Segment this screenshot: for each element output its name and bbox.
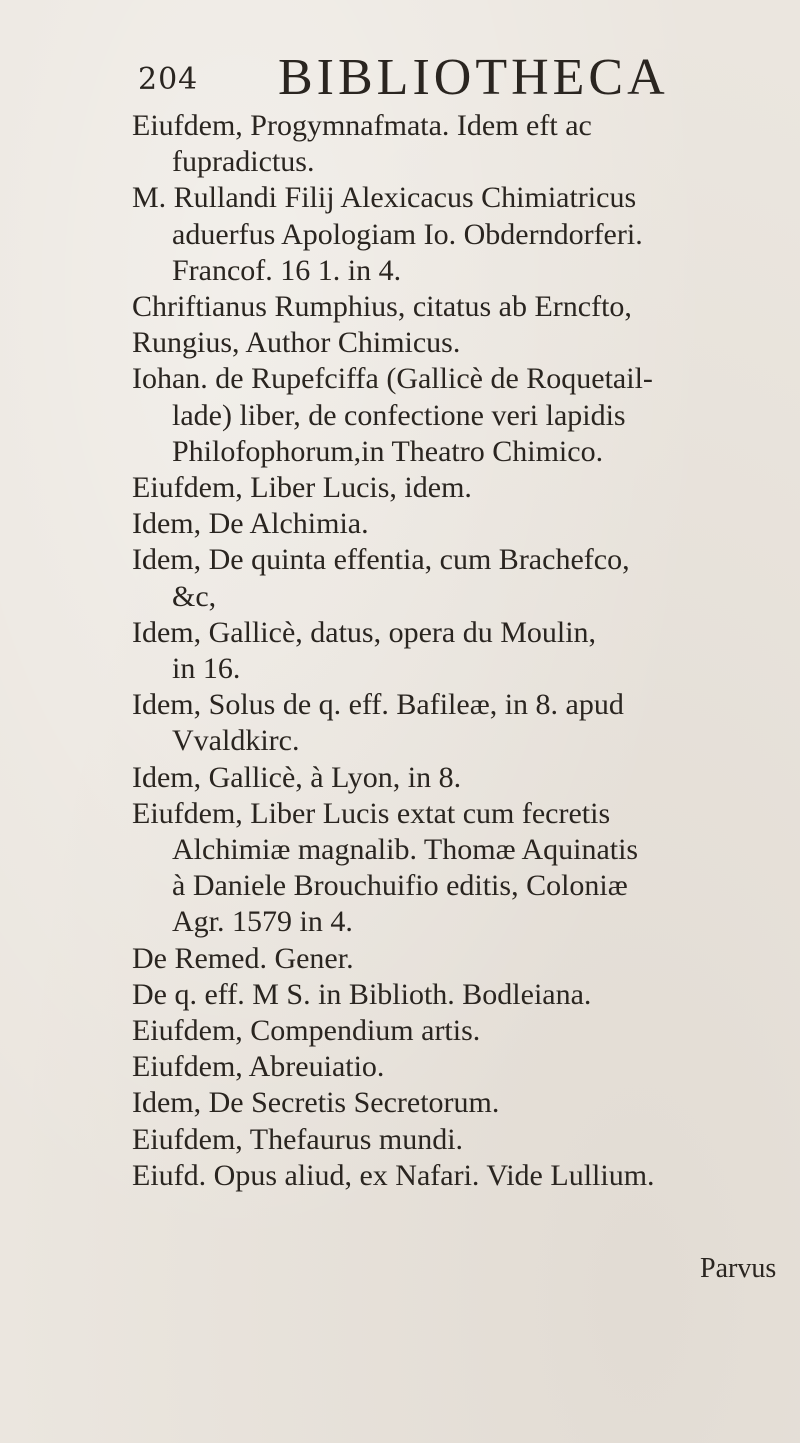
catalog-line: Alchimiæ magnalib. Thomæ Aquinatis	[172, 833, 639, 866]
catalog-line: Idem, Solus de q. eff. Bafileæ, in 8. apud	[132, 688, 624, 722]
catalog-line: Eiufd. Opus aliud, ex Nafari. Vide Lullium.	[132, 1158, 655, 1192]
catalog-line: Idem, De quinta effentia, cum Brachefco,	[132, 543, 630, 577]
catalog-line: De q. eff. M S. in Biblioth. Bodleiana.	[132, 977, 592, 1011]
catalog-line: fupradictus.	[172, 145, 315, 179]
catalog-line: Eiufdem, Liber Lucis extat cum fecretis	[132, 796, 611, 830]
catalog-line: De Remed. Gener.	[132, 941, 354, 975]
catchword: Parvus	[700, 1253, 777, 1284]
catalog-line: Idem, Gallicè, datus, opera du Moulin,	[132, 615, 597, 649]
catalog-line: Eiufdem, Progymnafmata. Idem eft ac	[132, 109, 592, 142]
catalog-line: aduerfus Apologiam Io. Obderndorferi.	[172, 217, 643, 251]
catalog-line: Eiufdem, Thefaurus mundi.	[132, 1122, 464, 1156]
catalog-line: Chriftianus Rumphius, citatus ab Erncfto,	[132, 290, 632, 323]
catalog-line: &c,	[172, 579, 217, 613]
catalog-line: Eiufdem, Liber Lucis, idem.	[132, 471, 472, 504]
catalog-line: Iohan. de Rupefciffa (Gallicè de Roquetail-	[132, 362, 653, 396]
page-number: 204	[138, 62, 199, 97]
catalog-line: Rungius, Author Chimicus.	[132, 326, 461, 360]
catalog-line: Idem, De Alchimia.	[132, 507, 369, 541]
catalog-line: Idem, Gallicè, à Lyon, in 8.	[132, 760, 462, 794]
catalog-line: Francof. 16 1. in 4.	[172, 253, 402, 287]
catalog-line: Eiufdem, Compendium artis.	[132, 1014, 481, 1047]
catalog-line: à Daniele Brouchuifio editis, Coloniæ	[172, 869, 628, 903]
catalog-line: Philofophorum,in Theatro Chimico.	[172, 434, 604, 468]
catalog-line: lade) liber, de confectione veri lapidis	[172, 398, 626, 432]
catalog-line: Eiufdem, Abreuiatio.	[132, 1050, 385, 1084]
page-header	[138, 48, 738, 108]
running-title: BIBLIOTHECA	[278, 49, 669, 106]
catalog-line: Agr. 1579 in 4.	[172, 905, 353, 939]
catalog-line: in 16.	[172, 652, 241, 685]
catalog-line: M. Rullandi Filij Alexicacus Chimiatricus	[132, 181, 637, 215]
catalog-line: Idem, De Secretis Secretorum.	[132, 1086, 500, 1120]
catalog-line: Vvaldkirc.	[172, 724, 300, 758]
